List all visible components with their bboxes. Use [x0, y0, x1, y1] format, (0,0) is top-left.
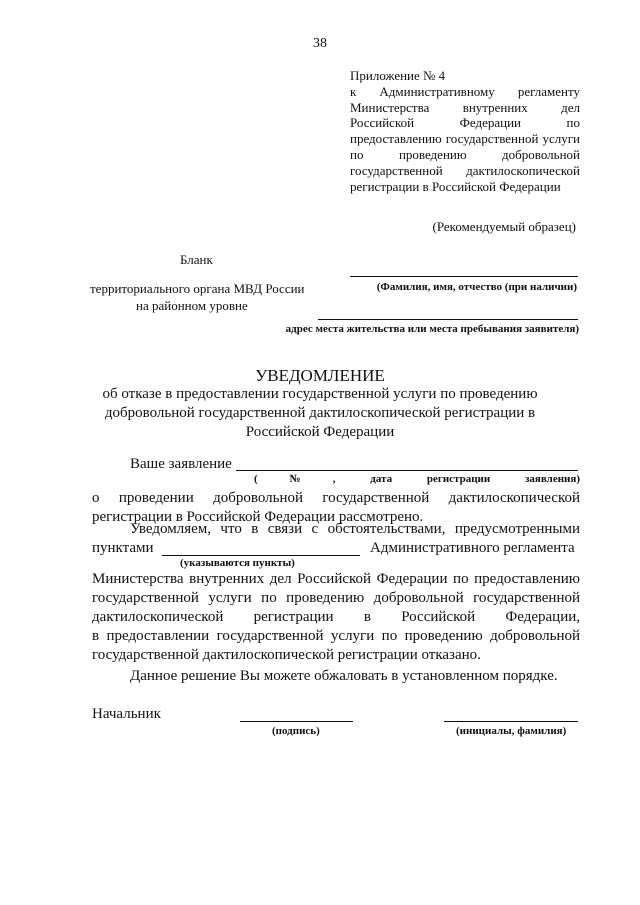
appeal-text: Данное решение Вы можете обжаловать в установленном порядке. [130, 668, 558, 684]
applicant-name-caption: (Фамилия, имя, отчество (при наличии) [376, 281, 577, 293]
document-subtitle-line: Российской Федерации [245, 424, 395, 440]
statement-line: регистрации в Российской Федерации рассмотрено. [92, 509, 424, 525]
applicant-address-line [318, 319, 578, 320]
notification-body-line: государственной услуги по проведению добровольной государственной [92, 590, 580, 606]
points-label: пунктами [92, 540, 154, 556]
appendix-line: по проведению добровольной [350, 146, 580, 162]
organ-line-1: территориального органа МВД России [90, 281, 305, 296]
document-subtitle-line: добровольной государственной дактилоскопической регистрации в [104, 405, 536, 421]
points-caption: (указываются пункты) [180, 557, 295, 569]
notification-body-line: в предоставлении государственной услуги по проведению добровольной [92, 628, 580, 644]
recommended-sample-label: (Рекомендуемый образец) [432, 219, 576, 234]
appendix-line: государственной дактилоскопической [350, 162, 580, 178]
blank-label: Бланк [180, 252, 213, 267]
statement-line: о проведении добровольной государственной дактилоскопической [92, 490, 580, 506]
notification-line: Уведомляем, что в связи с обстоятельствами, предусмотренными [130, 521, 580, 537]
appendix-line: к Административному регламенту [350, 83, 580, 99]
statement-caption: (№, дата регистрации заявления) [254, 473, 580, 485]
organ-line-2: на районном уровне [136, 298, 248, 313]
appendix-line: Российской Федерации по [350, 115, 580, 131]
points-tail: Административного регламента [370, 540, 575, 556]
notification-body-line: дактилоскопической регистрации в Российской Федерации, [92, 609, 580, 625]
document-subtitle-line: об отказе в предоставлении государственной услуги по проведению [102, 386, 538, 402]
appendix-line: Приложение № 4 [350, 68, 446, 83]
appendix-line: предоставлению государственной услуги [350, 131, 580, 147]
initials-caption: (инициалы, фамилия) [456, 725, 567, 737]
points-fill-line [162, 555, 360, 556]
page-number: 38 [313, 36, 327, 51]
appendix-line: регистрации в Российской Федерации [350, 178, 561, 194]
appendix-block [350, 68, 580, 194]
notification-body-line: Министерства внутренних дел Российской Федерации по предоставлению [92, 571, 580, 587]
applicant-address-caption: адрес места жительства или места пребывания заявителя) [285, 323, 579, 335]
initials-line [444, 721, 578, 722]
applicant-name-line [350, 276, 578, 277]
statement-fill-line [236, 470, 578, 471]
chief-label: Начальник [92, 706, 161, 722]
appendix-line: Министерства внутренних дел [350, 99, 580, 115]
statement-label: Ваше заявление [130, 456, 232, 472]
signature-caption: (подпись) [272, 725, 320, 737]
document-title: УВЕДОМЛЕНИЕ [255, 366, 385, 385]
signature-line [240, 721, 353, 722]
notification-body-line: государственной дактилоскопической регистрации отказано. [92, 647, 481, 663]
